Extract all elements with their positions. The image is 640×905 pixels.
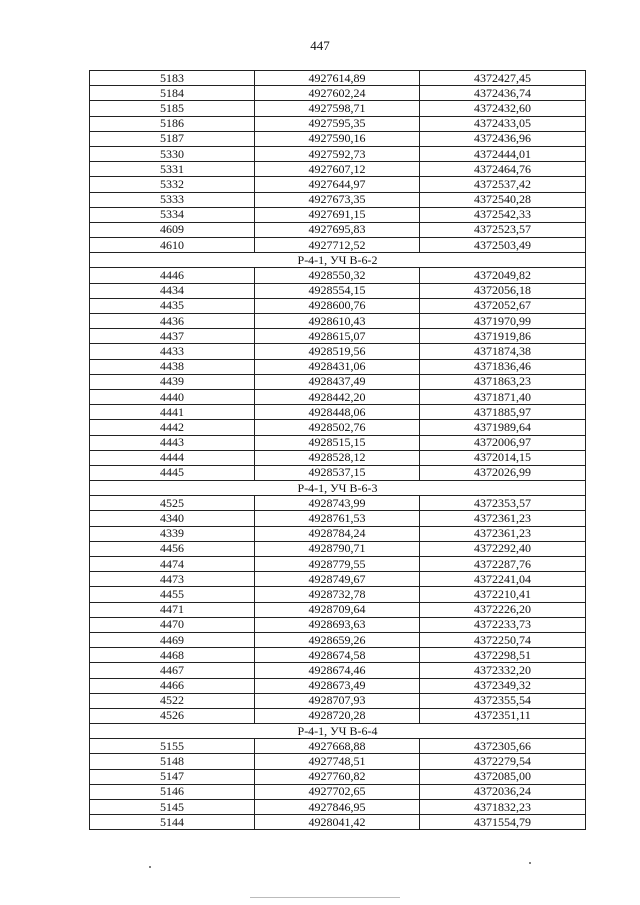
y-coordinate-cell: 4372427,45 [420, 71, 586, 86]
y-coordinate-cell: 4372233,73 [420, 617, 586, 632]
x-coordinate-cell: 4928554,15 [255, 283, 420, 298]
y-coordinate-cell: 4372361,23 [420, 526, 586, 541]
y-coordinate-cell: 4372049,82 [420, 268, 586, 283]
point-number-cell: 4610 [90, 238, 255, 253]
point-number-cell: 5330 [90, 146, 255, 161]
point-number-cell: 4443 [90, 435, 255, 450]
y-coordinate-cell: 4372503,49 [420, 238, 586, 253]
x-coordinate-cell: 4928749,67 [255, 572, 420, 587]
table-row [90, 207, 586, 222]
scan-speck [529, 862, 531, 864]
y-coordinate-cell: 4372444,01 [420, 146, 586, 161]
x-coordinate-cell: 4928502,76 [255, 420, 420, 435]
table-row [90, 177, 586, 192]
x-coordinate-cell: 4927595,35 [255, 116, 420, 131]
x-coordinate-cell: 4928709,64 [255, 602, 420, 617]
table-row [90, 784, 586, 799]
table-row [90, 754, 586, 769]
y-coordinate-cell: 4371885,97 [420, 405, 586, 420]
x-coordinate-cell: 4928515,15 [255, 435, 420, 450]
point-number-cell: 4525 [90, 496, 255, 511]
table-row [90, 222, 586, 237]
table-row [90, 602, 586, 617]
y-coordinate-cell: 4372305,66 [420, 739, 586, 754]
point-number-cell: 4442 [90, 420, 255, 435]
point-number-cell: 5331 [90, 162, 255, 177]
x-coordinate-cell: 4928615,07 [255, 329, 420, 344]
table-row [90, 359, 586, 374]
table-row [90, 511, 586, 526]
point-number-cell: 4455 [90, 587, 255, 602]
x-coordinate-cell: 4928673,49 [255, 678, 420, 693]
point-number-cell: 4471 [90, 602, 255, 617]
table-row [90, 146, 586, 161]
point-number-cell: 4436 [90, 314, 255, 329]
x-coordinate-cell: 4927760,82 [255, 769, 420, 784]
section-title: Р-4-1, УЧ В-6-2 [90, 253, 586, 268]
y-coordinate-cell: 4371970,99 [420, 314, 586, 329]
point-number-cell: 5146 [90, 784, 255, 799]
point-number-cell: 5185 [90, 101, 255, 116]
table-row [90, 450, 586, 465]
y-coordinate-cell: 4371874,38 [420, 344, 586, 359]
point-number-cell: 5183 [90, 71, 255, 86]
x-coordinate-cell: 4928519,56 [255, 344, 420, 359]
x-coordinate-cell: 4928707,93 [255, 693, 420, 708]
point-number-cell: 4526 [90, 708, 255, 723]
x-coordinate-cell: 4928784,24 [255, 526, 420, 541]
table-row [90, 116, 586, 131]
x-coordinate-cell: 4928674,58 [255, 648, 420, 663]
x-coordinate-cell: 4927691,15 [255, 207, 420, 222]
y-coordinate-cell: 4372006,97 [420, 435, 586, 450]
x-coordinate-cell: 4928550,32 [255, 268, 420, 283]
point-number-cell: 4466 [90, 678, 255, 693]
point-number-cell: 4441 [90, 405, 255, 420]
table-row [90, 344, 586, 359]
point-number-cell: 4474 [90, 557, 255, 572]
point-number-cell: 5144 [90, 815, 255, 830]
point-number-cell: 5333 [90, 192, 255, 207]
x-coordinate-cell: 4928610,43 [255, 314, 420, 329]
point-number-cell: 4437 [90, 329, 255, 344]
point-number-cell: 5155 [90, 739, 255, 754]
x-coordinate-cell: 4928761,53 [255, 511, 420, 526]
y-coordinate-cell: 4372436,96 [420, 131, 586, 146]
x-coordinate-cell: 4927702,65 [255, 784, 420, 799]
point-number-cell: 4433 [90, 344, 255, 359]
table-row [90, 420, 586, 435]
y-coordinate-cell: 4372351,11 [420, 708, 586, 723]
table-row [90, 329, 586, 344]
point-number-cell: 4469 [90, 632, 255, 647]
table-row [90, 617, 586, 632]
point-number-cell: 5187 [90, 131, 255, 146]
x-coordinate-cell: 4928732,78 [255, 587, 420, 602]
x-coordinate-cell: 4927602,24 [255, 86, 420, 101]
table-row [90, 389, 586, 404]
table-row [90, 131, 586, 146]
y-coordinate-cell: 4372292,40 [420, 541, 586, 556]
y-coordinate-cell: 4372542,33 [420, 207, 586, 222]
y-coordinate-cell: 4372210,41 [420, 587, 586, 602]
y-coordinate-cell: 4372361,23 [420, 511, 586, 526]
x-coordinate-cell: 4927592,73 [255, 146, 420, 161]
table-row [90, 71, 586, 86]
x-coordinate-cell: 4928600,76 [255, 298, 420, 313]
x-coordinate-cell: 4928537,15 [255, 465, 420, 480]
x-coordinate-cell: 4928720,28 [255, 708, 420, 723]
point-number-cell: 4446 [90, 268, 255, 283]
x-coordinate-cell: 4928448,06 [255, 405, 420, 420]
table-row [90, 374, 586, 389]
y-coordinate-cell: 4372036,24 [420, 784, 586, 799]
y-coordinate-cell: 4372355,54 [420, 693, 586, 708]
section-header-row [90, 253, 586, 268]
point-number-cell: 5147 [90, 769, 255, 784]
page-number: 447 [310, 38, 330, 53]
y-coordinate-cell: 4371919,86 [420, 329, 586, 344]
table-row [90, 496, 586, 511]
scan-speck [149, 866, 151, 868]
y-coordinate-cell: 4372433,05 [420, 116, 586, 131]
y-coordinate-cell: 4372537,42 [420, 177, 586, 192]
section-title: Р-4-1, УЧ В-6-3 [90, 481, 586, 496]
table-row [90, 693, 586, 708]
y-coordinate-cell: 4372436,74 [420, 86, 586, 101]
table-row [90, 769, 586, 784]
y-coordinate-cell: 4372349,32 [420, 678, 586, 693]
table-row [90, 708, 586, 723]
y-coordinate-cell: 4371863,23 [420, 374, 586, 389]
point-number-cell: 4440 [90, 389, 255, 404]
table-row [90, 572, 586, 587]
y-coordinate-cell: 4372523,57 [420, 222, 586, 237]
x-coordinate-cell: 4928437,49 [255, 374, 420, 389]
y-coordinate-cell: 4372279,54 [420, 754, 586, 769]
point-number-cell: 4439 [90, 374, 255, 389]
y-coordinate-cell: 4372052,67 [420, 298, 586, 313]
point-number-cell: 5184 [90, 86, 255, 101]
scan-edge-line [250, 897, 400, 898]
table-row [90, 541, 586, 556]
y-coordinate-cell: 4372540,28 [420, 192, 586, 207]
x-coordinate-cell: 4928743,99 [255, 496, 420, 511]
point-number-cell: 4444 [90, 450, 255, 465]
point-number-cell: 4435 [90, 298, 255, 313]
x-coordinate-cell: 4927668,88 [255, 739, 420, 754]
x-coordinate-cell: 4928779,55 [255, 557, 420, 572]
x-coordinate-cell: 4928041,42 [255, 815, 420, 830]
x-coordinate-cell: 4928528,12 [255, 450, 420, 465]
x-coordinate-cell: 4927712,52 [255, 238, 420, 253]
point-number-cell: 4473 [90, 572, 255, 587]
x-coordinate-cell: 4927590,16 [255, 131, 420, 146]
y-coordinate-cell: 4372241,04 [420, 572, 586, 587]
x-coordinate-cell: 4927846,95 [255, 800, 420, 815]
y-coordinate-cell: 4372287,76 [420, 557, 586, 572]
table-row [90, 526, 586, 541]
point-number-cell: 4445 [90, 465, 255, 480]
point-number-cell: 4467 [90, 663, 255, 678]
point-number-cell: 4470 [90, 617, 255, 632]
table-row [90, 815, 586, 830]
y-coordinate-cell: 4371989,64 [420, 420, 586, 435]
x-coordinate-cell: 4927644,97 [255, 177, 420, 192]
x-coordinate-cell: 4928431,06 [255, 359, 420, 374]
x-coordinate-cell: 4928659,26 [255, 632, 420, 647]
y-coordinate-cell: 4372298,51 [420, 648, 586, 663]
point-number-cell: 4468 [90, 648, 255, 663]
table-row [90, 587, 586, 602]
point-number-cell: 5332 [90, 177, 255, 192]
point-number-cell: 4609 [90, 222, 255, 237]
point-number-cell: 4340 [90, 511, 255, 526]
coordinates-table-body [90, 71, 586, 830]
coordinates-table [89, 70, 586, 830]
table-row [90, 663, 586, 678]
point-number-cell: 5186 [90, 116, 255, 131]
y-coordinate-cell: 4371554,79 [420, 815, 586, 830]
point-number-cell: 4438 [90, 359, 255, 374]
point-number-cell: 4434 [90, 283, 255, 298]
table-row [90, 648, 586, 663]
y-coordinate-cell: 4372226,20 [420, 602, 586, 617]
table-row [90, 632, 586, 647]
x-coordinate-cell: 4927695,83 [255, 222, 420, 237]
point-number-cell: 4522 [90, 693, 255, 708]
table-row [90, 800, 586, 815]
table-row [90, 557, 586, 572]
table-row [90, 435, 586, 450]
section-title: Р-4-1, УЧ В-6-4 [90, 724, 586, 739]
table-row [90, 101, 586, 116]
y-coordinate-cell: 4371832,23 [420, 800, 586, 815]
x-coordinate-cell: 4928790,71 [255, 541, 420, 556]
table-row [90, 268, 586, 283]
table-row [90, 405, 586, 420]
table-row [90, 238, 586, 253]
y-coordinate-cell: 4372085,00 [420, 769, 586, 784]
y-coordinate-cell: 4372353,57 [420, 496, 586, 511]
x-coordinate-cell: 4928674,46 [255, 663, 420, 678]
table-row [90, 678, 586, 693]
table-row [90, 298, 586, 313]
y-coordinate-cell: 4372026,99 [420, 465, 586, 480]
point-number-cell: 4456 [90, 541, 255, 556]
section-header-row [90, 724, 586, 739]
y-coordinate-cell: 4372014,15 [420, 450, 586, 465]
table-row [90, 162, 586, 177]
x-coordinate-cell: 4928693,63 [255, 617, 420, 632]
y-coordinate-cell: 4371871,40 [420, 389, 586, 404]
x-coordinate-cell: 4927607,12 [255, 162, 420, 177]
x-coordinate-cell: 4927748,51 [255, 754, 420, 769]
table-row [90, 283, 586, 298]
x-coordinate-cell: 4928442,20 [255, 389, 420, 404]
table-row [90, 192, 586, 207]
y-coordinate-cell: 4372432,60 [420, 101, 586, 116]
point-number-cell: 5145 [90, 800, 255, 815]
y-coordinate-cell: 4371836,46 [420, 359, 586, 374]
table-row [90, 86, 586, 101]
x-coordinate-cell: 4927598,71 [255, 101, 420, 116]
point-number-cell: 4339 [90, 526, 255, 541]
table-row [90, 465, 586, 480]
y-coordinate-cell: 4372056,18 [420, 283, 586, 298]
y-coordinate-cell: 4372464,76 [420, 162, 586, 177]
x-coordinate-cell: 4927614,89 [255, 71, 420, 86]
point-number-cell: 5334 [90, 207, 255, 222]
section-header-row [90, 481, 586, 496]
y-coordinate-cell: 4372250,74 [420, 632, 586, 647]
point-number-cell: 5148 [90, 754, 255, 769]
y-coordinate-cell: 4372332,20 [420, 663, 586, 678]
table-row [90, 739, 586, 754]
x-coordinate-cell: 4927673,35 [255, 192, 420, 207]
table-row [90, 314, 586, 329]
